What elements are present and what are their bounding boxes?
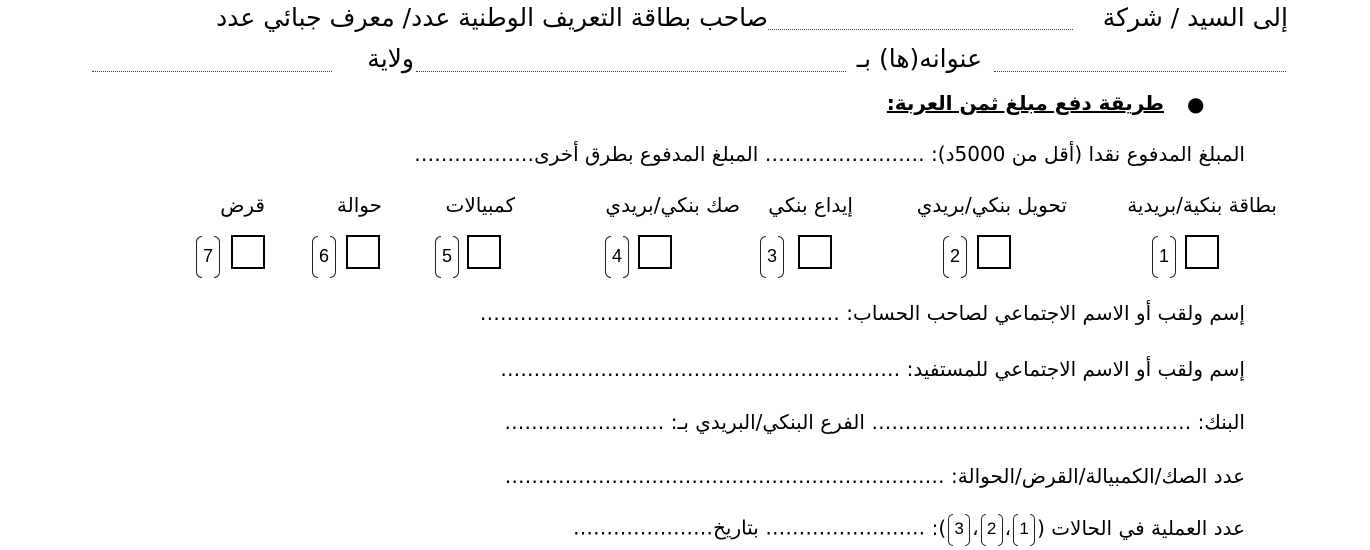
option-label-bills: كمبيالات	[445, 193, 515, 217]
bank-row	[504, 410, 1245, 434]
addressee-label: إلى السيد / شركة	[1102, 3, 1288, 32]
bank-label: البنك:	[1197, 410, 1245, 434]
state-label: ولاية	[367, 44, 414, 73]
option-number-2: 2	[943, 236, 967, 276]
bullet-icon: ●	[1187, 92, 1205, 116]
option-label-card: بطاقة بنكية/بريدية	[1127, 193, 1277, 217]
option-number-6: 6	[312, 236, 336, 276]
checkbox-bills[interactable]	[467, 235, 501, 269]
branch-field[interactable]: ……………………	[504, 410, 665, 434]
beneficiary-field[interactable]: ……………………………………………………	[500, 357, 901, 381]
checkbox-deposit[interactable]	[798, 235, 832, 269]
checkbox-money-order[interactable]	[346, 235, 380, 269]
option-label-transfer: تحويل بنكي/بريدي	[916, 193, 1067, 217]
option-label-loan: قرض	[220, 193, 265, 217]
other-amount-field[interactable]: ………………	[414, 142, 535, 166]
option-number-7: 7	[196, 236, 220, 276]
id-holder-label: صاحب بطاقة التعريف الوطنية عدد/ معرف جبائي عدد	[216, 3, 768, 32]
checkbox-transfer[interactable]	[977, 235, 1011, 269]
cheque-row	[505, 464, 1245, 488]
option-number-3: 3	[760, 236, 784, 276]
payment-heading: طريقة دفع مبلغ ثمن العربة:	[886, 91, 1164, 115]
beneficiary-label: إسم ولقب أو الاسم الاجتماعي للمستفيد:	[906, 357, 1245, 381]
cheque-label: عدد الصك/الكمبيالة/القرض/الحوالة:	[951, 464, 1245, 488]
checkbox-cheque[interactable]	[638, 235, 672, 269]
case-box-2: 2	[981, 514, 1003, 544]
address-label: عنوانه(ها) بـ	[856, 44, 982, 73]
company-name-field[interactable]	[768, 29, 1073, 30]
beneficiary-row	[500, 357, 1245, 381]
date-label: بتاريخ	[713, 515, 759, 540]
operation-number-field[interactable]: ……………………	[765, 515, 926, 540]
option-number-5: 5	[435, 236, 459, 276]
case-box-1: 1	[1013, 514, 1035, 544]
account-holder-row	[480, 301, 1245, 325]
checkbox-loan[interactable]	[231, 235, 265, 269]
branch-label: الفرع البنكي/البريدي بـ:	[670, 410, 865, 434]
address-field-a[interactable]	[994, 71, 1286, 72]
account-holder-field[interactable]: ………………………………………………	[479, 301, 840, 325]
cash-amount-label: المبلغ المدفوع نقدا (أقل من 5000د):	[931, 142, 1245, 166]
cash-amount-field[interactable]: ……………………	[764, 142, 925, 166]
option-number-1: 1	[1152, 236, 1176, 276]
operation-label: عدد العملية في الحالات (1،2،3):	[932, 516, 1245, 540]
option-label-money-order: حوالة	[336, 193, 382, 217]
option-label-deposit: إيداع بنكي	[768, 193, 853, 217]
other-amount-label: المبلغ المدفوع بطرق أخرى	[534, 142, 759, 166]
account-holder-label: إسم ولقب أو الاسم الاجتماعي لصاحب الحساب:	[846, 301, 1245, 325]
amounts-row	[414, 142, 1245, 166]
state-field[interactable]	[92, 71, 332, 72]
date-field[interactable]: …………………	[573, 515, 714, 540]
option-number-4: 4	[605, 236, 629, 276]
operation-row	[573, 514, 1245, 544]
address-field-b[interactable]	[416, 71, 846, 72]
case-box-3: 3	[948, 514, 970, 544]
cheque-field[interactable]: …………………………………………………………	[504, 464, 945, 488]
option-label-cheque: صك بنكي/بريدي	[605, 193, 740, 217]
checkbox-card[interactable]	[1185, 235, 1219, 269]
bank-field[interactable]: …………………………………………	[871, 410, 1192, 434]
